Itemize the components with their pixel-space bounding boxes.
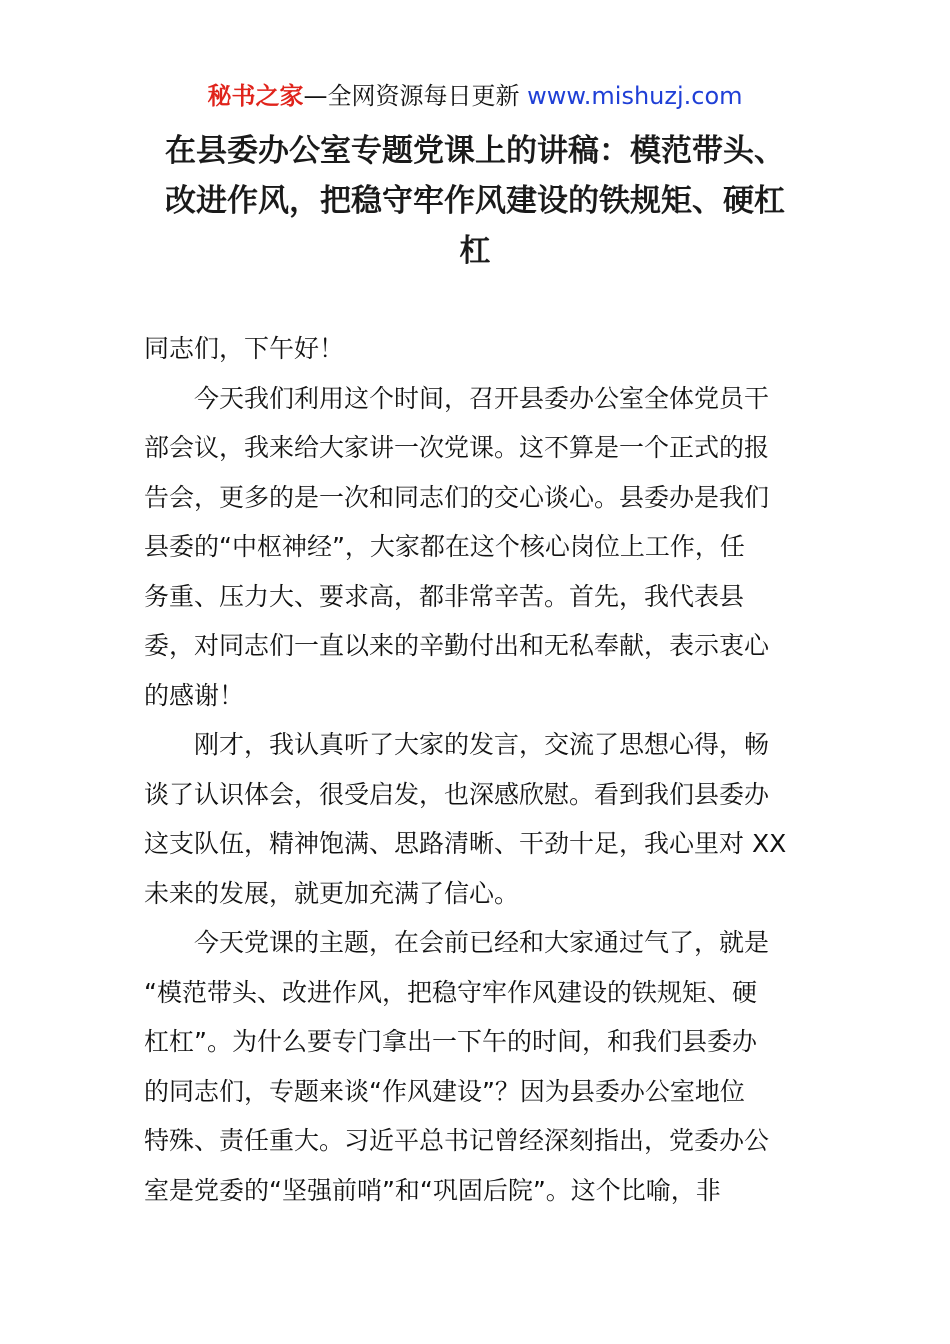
paragraph-line: 特殊、责任重大。习近平总书记曾经深刻指出，党委办公 <box>144 1126 770 1155</box>
greeting-line: 同志们，下午好！ <box>144 334 345 363</box>
paragraph-line: 刚才，我认真听了大家的发言，交流了思想心得，畅 <box>194 730 770 759</box>
paragraph-line: 这支队伍，精神饱满、思路清晰、干劲十足，我心里对 XX <box>144 829 787 858</box>
paragraph-line: 杠杠”。为什么要专门拿出一下午的时间，和我们县委办 <box>144 1027 757 1056</box>
title-line: 杠 <box>459 233 491 269</box>
paragraph-line: 的感谢！ <box>144 680 245 710</box>
paragraph-line: “模范带头、改进作风，把稳守牢作风建设的铁规矩、硬 <box>144 977 757 1007</box>
paragraph-line: 务重、压力大、要求高，都非常辛苦。首先，我代表县 <box>144 581 745 611</box>
paragraph-line: 今天党课的主题，在会前已经和大家通过气了，就是 <box>194 928 770 957</box>
paragraph-line: 今天我们利用这个时间，召开县委办公室全体党员干 <box>194 383 770 413</box>
paragraph-line: 谈了认识体会，很受启发，也深感欣慰。看到我们县委办 <box>144 779 770 809</box>
document-title <box>140 126 810 276</box>
paragraph-line: 县委的“中枢神经”，大家都在这个核心岗位上工作，任 <box>144 532 745 561</box>
paragraph-line: 的同志们，专题来谈“作风建设”？因为县委办公室地位 <box>144 1076 745 1106</box>
site-url-link[interactable]: www.mishuzj.com <box>527 82 743 110</box>
paragraph-line: 告会，更多的是一次和同志们的交心谈心。县委办是我们 <box>144 482 770 512</box>
site-header <box>0 78 950 114</box>
document-body <box>144 324 808 1215</box>
title-line: 改进作风，把稳守牢作风建设的铁规矩、硬杠 <box>165 183 785 219</box>
site-tagline: —全网资源每日更新 <box>303 82 528 110</box>
paragraph-line: 室是党委的“坚强前哨”和“巩固后院”。这个比喻，非 <box>144 1175 721 1205</box>
site-brand: 秘书之家 <box>207 82 304 110</box>
paragraph-line: 未来的发展，就更加充满了信心。 <box>144 878 520 908</box>
paragraph-line: 委，对同志们一直以来的辛勤付出和无私奉献，表示衷心 <box>144 631 770 660</box>
title-line: 在县委办公室专题党课上的讲稿：模范带头、 <box>165 133 785 169</box>
paragraph-line: 部会议，我来给大家讲一次党课。这不算是一个正式的报 <box>144 433 770 462</box>
